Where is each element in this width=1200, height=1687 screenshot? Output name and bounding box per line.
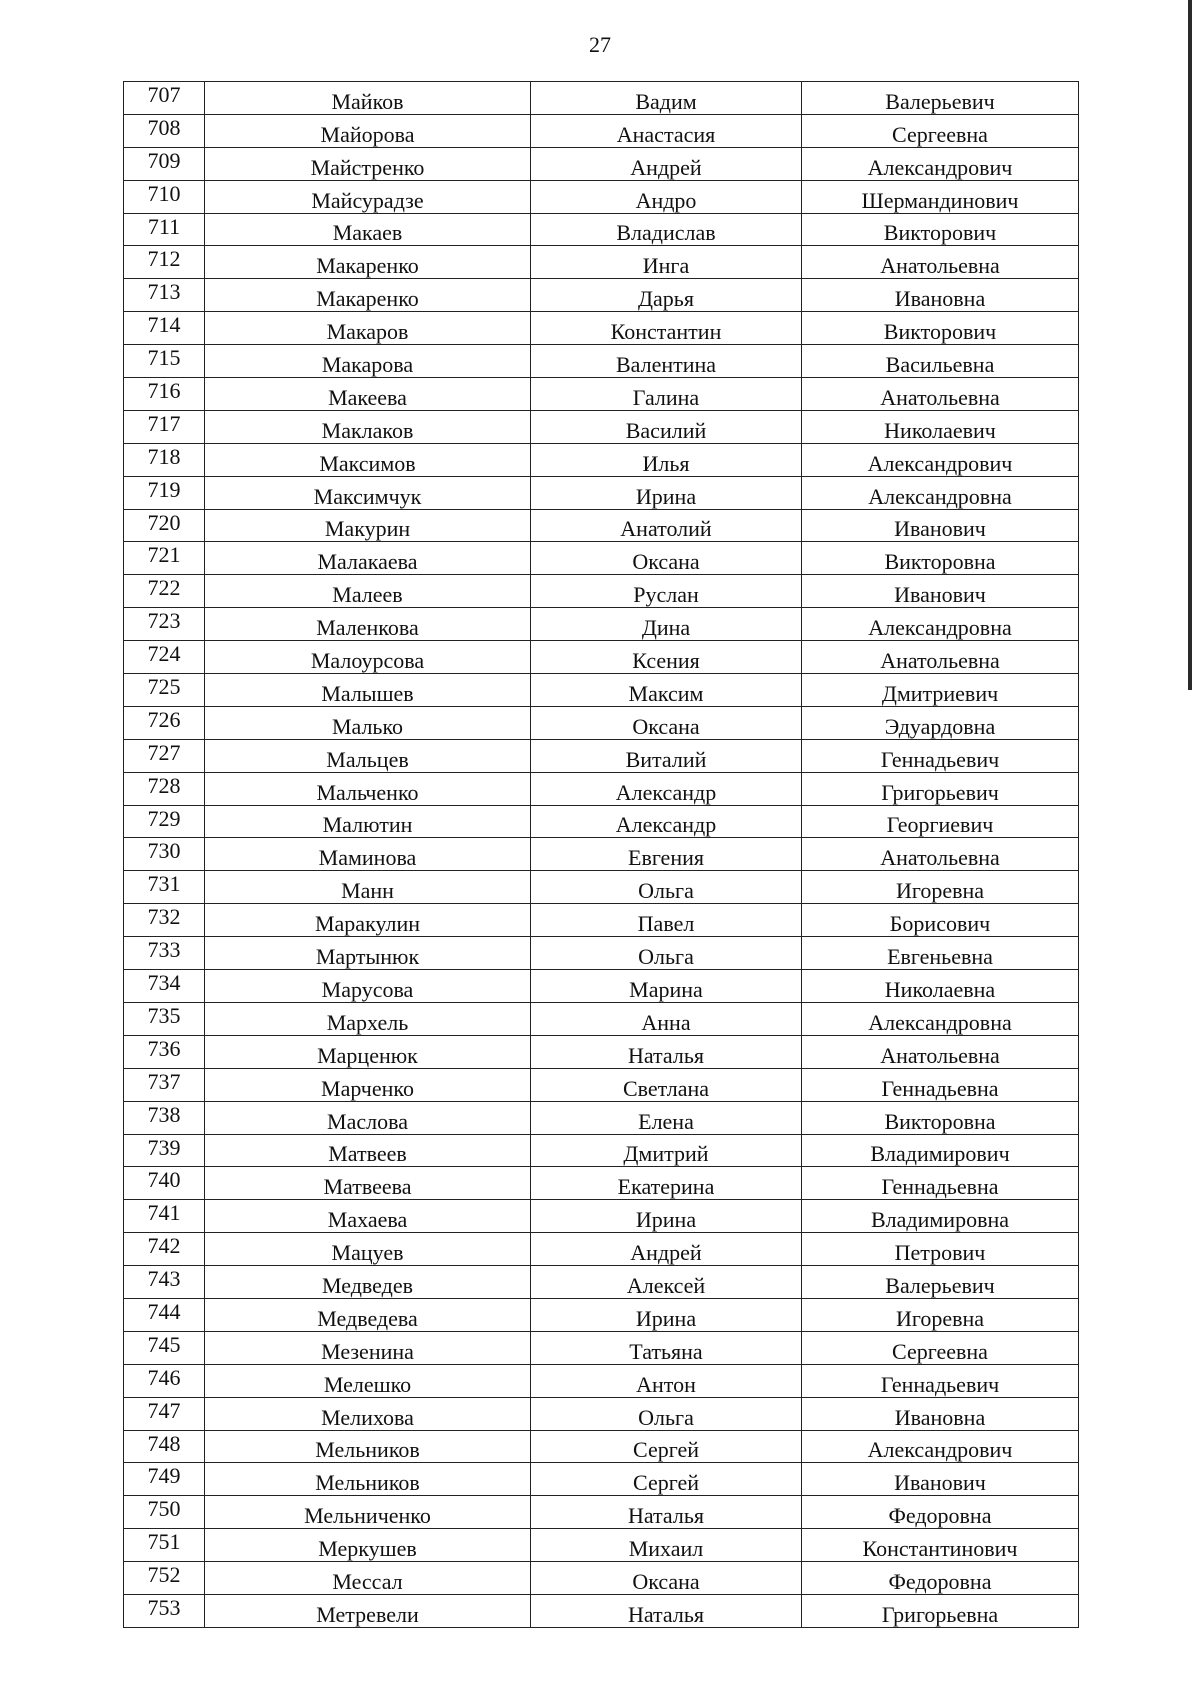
last-name-cell: Медведев (205, 1266, 531, 1299)
first-name-cell: Валентина (531, 345, 802, 378)
patronymic-cell: Викторовна (802, 1101, 1079, 1134)
row-number-cell: 746 (124, 1364, 205, 1397)
patronymic-cell: Викторович (802, 213, 1079, 246)
last-name-cell: Макарова (205, 345, 531, 378)
first-name-cell: Владислав (531, 213, 802, 246)
table-row (124, 1331, 1079, 1364)
last-name-cell: Мархель (205, 1002, 531, 1035)
first-name-cell: Ирина (531, 1298, 802, 1331)
last-name-cell: Меркушев (205, 1529, 531, 1562)
first-name-cell: Ирина (531, 1200, 802, 1233)
first-name-cell: Светлана (531, 1068, 802, 1101)
first-name-cell: Ольга (531, 871, 802, 904)
patronymic-cell: Федоровна (802, 1562, 1079, 1595)
table-row (124, 871, 1079, 904)
table-row (124, 1430, 1079, 1463)
row-number-cell: 727 (124, 739, 205, 772)
table-row (124, 82, 1079, 115)
last-name-cell: Маклаков (205, 410, 531, 443)
table-row (124, 904, 1079, 937)
patronymic-cell: Шермандинович (802, 180, 1079, 213)
last-name-cell: Мессал (205, 1562, 531, 1595)
first-name-cell: Сергей (531, 1463, 802, 1496)
table-row (124, 147, 1079, 180)
patronymic-cell: Александровна (802, 476, 1079, 509)
row-number-cell: 740 (124, 1167, 205, 1200)
table-row (124, 937, 1079, 970)
first-name-cell: Максим (531, 674, 802, 707)
patronymic-cell: Григорьевна (802, 1594, 1079, 1627)
last-name-cell: Матвеев (205, 1134, 531, 1167)
last-name-cell: Манн (205, 871, 531, 904)
last-name-cell: Майков (205, 82, 531, 115)
row-number-cell: 734 (124, 970, 205, 1003)
row-number-cell: 713 (124, 279, 205, 312)
first-name-cell: Анна (531, 1002, 802, 1035)
patronymic-cell: Геннадьевна (802, 1167, 1079, 1200)
last-name-cell: Мацуев (205, 1233, 531, 1266)
table-row (124, 1134, 1079, 1167)
patronymic-cell: Александрович (802, 443, 1079, 476)
table-row (124, 1298, 1079, 1331)
first-name-cell: Михаил (531, 1529, 802, 1562)
table-row (124, 608, 1079, 641)
last-name-cell: Майорова (205, 114, 531, 147)
first-name-cell: Ирина (531, 476, 802, 509)
table-row (124, 805, 1079, 838)
table-row (124, 772, 1079, 805)
patronymic-cell: Владимировна (802, 1200, 1079, 1233)
patronymic-cell: Ивановна (802, 1397, 1079, 1430)
first-name-cell: Екатерина (531, 1167, 802, 1200)
patronymic-cell: Георгиевич (802, 805, 1079, 838)
last-name-cell: Мельников (205, 1463, 531, 1496)
patronymic-cell: Сергеевна (802, 1331, 1079, 1364)
patronymic-cell: Геннадьевна (802, 1068, 1079, 1101)
first-name-cell: Галина (531, 378, 802, 411)
first-name-cell: Александр (531, 805, 802, 838)
last-name-cell: Метревели (205, 1594, 531, 1627)
table-row (124, 246, 1079, 279)
row-number-cell: 737 (124, 1068, 205, 1101)
first-name-cell: Илья (531, 443, 802, 476)
last-name-cell: Макаров (205, 312, 531, 345)
first-name-cell: Инга (531, 246, 802, 279)
last-name-cell: Мелешко (205, 1364, 531, 1397)
row-number-cell: 749 (124, 1463, 205, 1496)
table-row (124, 1167, 1079, 1200)
patronymic-cell: Валерьевич (802, 1266, 1079, 1299)
first-name-cell: Анастасия (531, 114, 802, 147)
patronymic-cell: Николаевна (802, 970, 1079, 1003)
last-name-cell: Марченко (205, 1068, 531, 1101)
table-row (124, 180, 1079, 213)
patronymic-cell: Анатольевна (802, 1035, 1079, 1068)
row-number-cell: 719 (124, 476, 205, 509)
first-name-cell: Виталий (531, 739, 802, 772)
table-row (124, 575, 1079, 608)
table-row (124, 542, 1079, 575)
table-row (124, 312, 1079, 345)
first-name-cell: Оксана (531, 542, 802, 575)
last-name-cell: Мелихова (205, 1397, 531, 1430)
row-number-cell: 751 (124, 1529, 205, 1562)
last-name-cell: Маслова (205, 1101, 531, 1134)
table-row (124, 1101, 1079, 1134)
patronymic-cell: Эдуардовна (802, 706, 1079, 739)
patronymic-cell: Игоревна (802, 1298, 1079, 1331)
row-number-cell: 729 (124, 805, 205, 838)
table-row (124, 476, 1079, 509)
last-name-cell: Макурин (205, 509, 531, 542)
row-number-cell: 739 (124, 1134, 205, 1167)
last-name-cell: Мартынюк (205, 937, 531, 970)
last-name-cell: Мельниченко (205, 1496, 531, 1529)
table-row (124, 1463, 1079, 1496)
table-row (124, 443, 1079, 476)
first-name-cell: Дмитрий (531, 1134, 802, 1167)
last-name-cell: Малышев (205, 674, 531, 707)
table-row (124, 1364, 1079, 1397)
row-number-cell: 750 (124, 1496, 205, 1529)
first-name-cell: Алексей (531, 1266, 802, 1299)
patronymic-cell: Николаевич (802, 410, 1079, 443)
table-row (124, 1529, 1079, 1562)
patronymic-cell: Игоревна (802, 871, 1079, 904)
last-name-cell: Марценюк (205, 1035, 531, 1068)
row-number-cell: 753 (124, 1594, 205, 1627)
last-name-cell: Максимчук (205, 476, 531, 509)
patronymic-cell: Геннадьевич (802, 1364, 1079, 1397)
patronymic-cell: Борисович (802, 904, 1079, 937)
table-row (124, 1562, 1079, 1595)
first-name-cell: Андрей (531, 147, 802, 180)
patronymic-cell: Викторович (802, 312, 1079, 345)
first-name-cell: Ксения (531, 641, 802, 674)
row-number-cell: 708 (124, 114, 205, 147)
first-name-cell: Дина (531, 608, 802, 641)
row-number-cell: 744 (124, 1298, 205, 1331)
last-name-cell: Малютин (205, 805, 531, 838)
last-name-cell: Мальченко (205, 772, 531, 805)
first-name-cell: Татьяна (531, 1331, 802, 1364)
row-number-cell: 732 (124, 904, 205, 937)
last-name-cell: Мальцев (205, 739, 531, 772)
row-number-cell: 735 (124, 1002, 205, 1035)
row-number-cell: 742 (124, 1233, 205, 1266)
patronymic-cell: Васильевна (802, 345, 1079, 378)
first-name-cell: Павел (531, 904, 802, 937)
patronymic-cell: Анатольевна (802, 641, 1079, 674)
table-row (124, 1035, 1079, 1068)
table-row (124, 1496, 1079, 1529)
row-number-cell: 707 (124, 82, 205, 115)
first-name-cell: Руслан (531, 575, 802, 608)
patronymic-cell: Валерьевич (802, 82, 1079, 115)
row-number-cell: 722 (124, 575, 205, 608)
first-name-cell: Василий (531, 410, 802, 443)
table-row (124, 739, 1079, 772)
patronymic-cell: Александрович (802, 1430, 1079, 1463)
first-name-cell: Наталья (531, 1035, 802, 1068)
patronymic-cell: Александровна (802, 608, 1079, 641)
patronymic-cell: Александрович (802, 147, 1079, 180)
last-name-cell: Малеев (205, 575, 531, 608)
patronymic-cell: Викторовна (802, 542, 1079, 575)
row-number-cell: 748 (124, 1430, 205, 1463)
row-number-cell: 716 (124, 378, 205, 411)
table-row (124, 1002, 1079, 1035)
table-row (124, 674, 1079, 707)
last-name-cell: Майстренко (205, 147, 531, 180)
table-row (124, 114, 1079, 147)
row-number-cell: 731 (124, 871, 205, 904)
first-name-cell: Евгения (531, 838, 802, 871)
roster-table (123, 81, 1079, 1628)
patronymic-cell: Константинович (802, 1529, 1079, 1562)
last-name-cell: Макаренко (205, 246, 531, 279)
row-number-cell: 728 (124, 772, 205, 805)
patronymic-cell: Иванович (802, 575, 1079, 608)
row-number-cell: 710 (124, 180, 205, 213)
first-name-cell: Андро (531, 180, 802, 213)
last-name-cell: Малько (205, 706, 531, 739)
row-number-cell: 745 (124, 1331, 205, 1364)
table-row (124, 1068, 1079, 1101)
first-name-cell: Анатолий (531, 509, 802, 542)
last-name-cell: Матвеева (205, 1167, 531, 1200)
row-number-cell: 733 (124, 937, 205, 970)
table-row (124, 970, 1079, 1003)
last-name-cell: Маминова (205, 838, 531, 871)
first-name-cell: Александр (531, 772, 802, 805)
first-name-cell: Дарья (531, 279, 802, 312)
patronymic-cell: Иванович (802, 1463, 1079, 1496)
last-name-cell: Мельников (205, 1430, 531, 1463)
page-number: 27 (589, 32, 611, 57)
patronymic-cell: Евгеньевна (802, 937, 1079, 970)
patronymic-cell: Дмитриевич (802, 674, 1079, 707)
last-name-cell: Маленкова (205, 608, 531, 641)
first-name-cell: Антон (531, 1364, 802, 1397)
patronymic-cell: Ивановна (802, 279, 1079, 312)
row-number-cell: 717 (124, 410, 205, 443)
last-name-cell: Макаев (205, 213, 531, 246)
first-name-cell: Ольга (531, 937, 802, 970)
table-row (124, 1200, 1079, 1233)
table-row (124, 838, 1079, 871)
row-number-cell: 736 (124, 1035, 205, 1068)
row-number-cell: 743 (124, 1266, 205, 1299)
row-number-cell: 723 (124, 608, 205, 641)
first-name-cell: Марина (531, 970, 802, 1003)
first-name-cell: Наталья (531, 1496, 802, 1529)
table-row (124, 345, 1079, 378)
row-number-cell: 715 (124, 345, 205, 378)
table-row (124, 509, 1079, 542)
patronymic-cell: Федоровна (802, 1496, 1079, 1529)
row-number-cell: 714 (124, 312, 205, 345)
patronymic-cell: Анатольевна (802, 246, 1079, 279)
first-name-cell: Оксана (531, 1562, 802, 1595)
last-name-cell: Майсурадзе (205, 180, 531, 213)
table-row (124, 1594, 1079, 1627)
patronymic-cell: Александровна (802, 1002, 1079, 1035)
roster-body (124, 82, 1079, 1628)
last-name-cell: Макеева (205, 378, 531, 411)
table-row (124, 279, 1079, 312)
table-row (124, 1266, 1079, 1299)
first-name-cell: Вадим (531, 82, 802, 115)
table-row (124, 1233, 1079, 1266)
row-number-cell: 720 (124, 509, 205, 542)
row-number-cell: 724 (124, 641, 205, 674)
row-number-cell: 752 (124, 1562, 205, 1595)
last-name-cell: Максимов (205, 443, 531, 476)
row-number-cell: 712 (124, 246, 205, 279)
last-name-cell: Малакаева (205, 542, 531, 575)
row-number-cell: 721 (124, 542, 205, 575)
row-number-cell: 738 (124, 1101, 205, 1134)
scan-edge-line (1188, 0, 1192, 690)
table-row (124, 641, 1079, 674)
patronymic-cell: Петрович (802, 1233, 1079, 1266)
table-row (124, 706, 1079, 739)
row-number-cell: 709 (124, 147, 205, 180)
first-name-cell: Сергей (531, 1430, 802, 1463)
table-row (124, 1397, 1079, 1430)
row-number-cell: 725 (124, 674, 205, 707)
first-name-cell: Ольга (531, 1397, 802, 1430)
table-row (124, 378, 1079, 411)
row-number-cell: 730 (124, 838, 205, 871)
last-name-cell: Мезенина (205, 1331, 531, 1364)
row-number-cell: 726 (124, 706, 205, 739)
last-name-cell: Махаева (205, 1200, 531, 1233)
patronymic-cell: Анатольевна (802, 378, 1079, 411)
patronymic-cell: Анатольевна (802, 838, 1079, 871)
row-number-cell: 747 (124, 1397, 205, 1430)
first-name-cell: Константин (531, 312, 802, 345)
table-row (124, 410, 1079, 443)
first-name-cell: Оксана (531, 706, 802, 739)
patronymic-cell: Григорьевич (802, 772, 1079, 805)
patronymic-cell: Сергеевна (802, 114, 1079, 147)
first-name-cell: Елена (531, 1101, 802, 1134)
last-name-cell: Медведева (205, 1298, 531, 1331)
first-name-cell: Наталья (531, 1594, 802, 1627)
last-name-cell: Марусова (205, 970, 531, 1003)
first-name-cell: Андрей (531, 1233, 802, 1266)
table-row (124, 213, 1079, 246)
last-name-cell: Маракулин (205, 904, 531, 937)
row-number-cell: 711 (124, 213, 205, 246)
patronymic-cell: Иванович (802, 509, 1079, 542)
patronymic-cell: Геннадьевич (802, 739, 1079, 772)
row-number-cell: 718 (124, 443, 205, 476)
last-name-cell: Макаренко (205, 279, 531, 312)
last-name-cell: Малоурсова (205, 641, 531, 674)
patronymic-cell: Владимирович (802, 1134, 1079, 1167)
row-number-cell: 741 (124, 1200, 205, 1233)
